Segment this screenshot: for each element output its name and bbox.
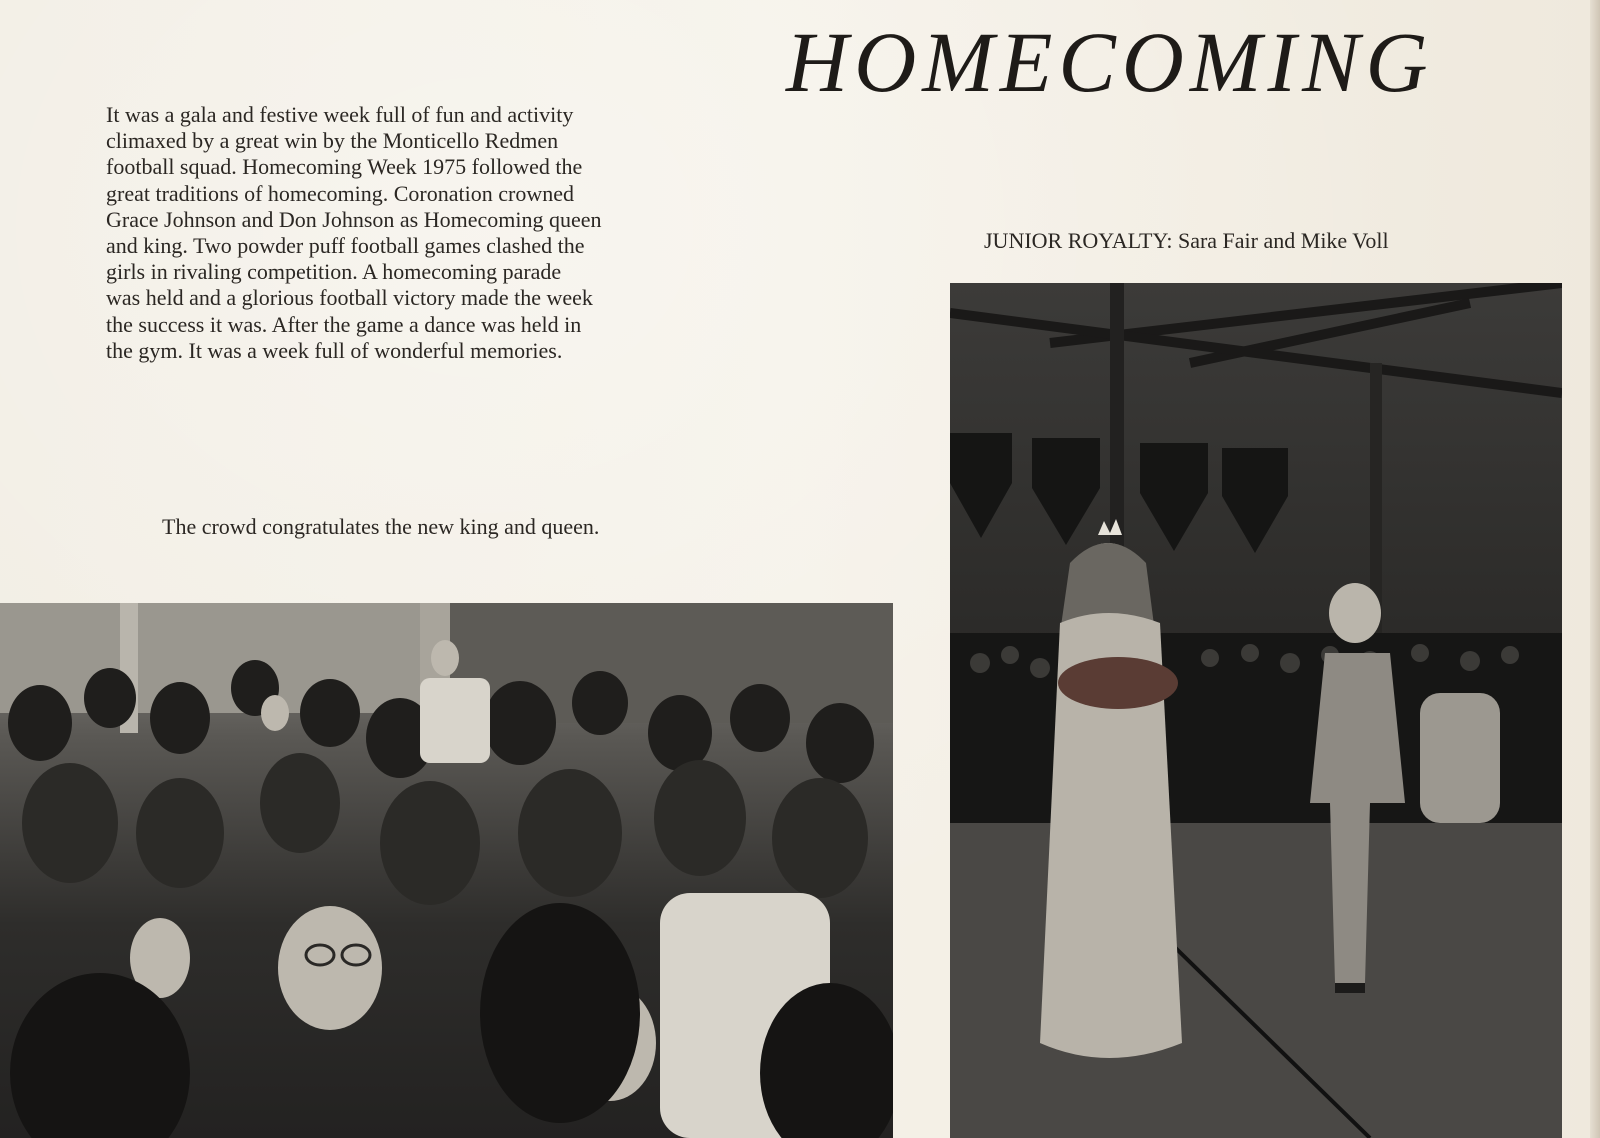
junior-royalty-caption: JUNIOR ROYALTY: Sara Fair and Mike Voll [984,228,1389,253]
royalty-photo [950,283,1562,1138]
body-line: Grace Johnson and Don Johnson as Homecoming queen [106,206,602,232]
crowd-caption: The crowd congratulates the new king and queen. [162,514,600,539]
crowd-photo-illustration [0,603,893,1138]
crowd-photo [0,603,893,1138]
body-text [106,102,778,364]
body-line: great traditions of homecoming. Coronation crowned [106,180,574,206]
page-title: HOMECOMING [786,14,1434,110]
body-line: the success it was. After the game a dance was held in [106,311,582,337]
body-line: was held and a glorious football victory made the week [106,285,593,311]
body-line: climaxed by a great win by the Monticello Redmen [106,128,559,154]
body-line: football squad. Homecoming Week 1975 followed the [106,154,583,180]
body-line: girls in rivaling competition. A homecoming parade [106,259,562,285]
page-edge [1590,0,1600,1138]
body-line: the gym. It was a week full of wonderful memories. [106,337,563,363]
body-line: and king. Two powder puff football games clashed the [106,233,585,259]
body-line: It was a gala and festive week full of fun and activity [106,102,574,127]
royalty-photo-illustration [950,283,1562,1138]
